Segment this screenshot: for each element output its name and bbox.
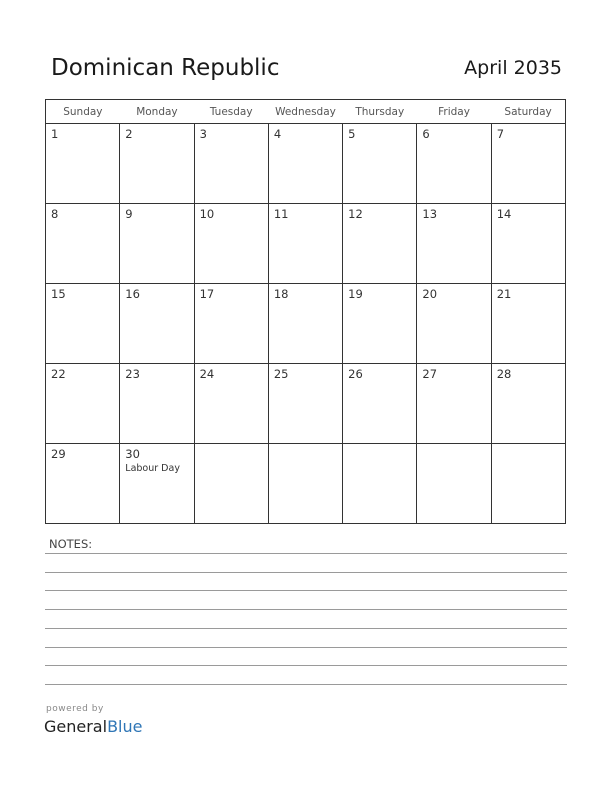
day-cell <box>268 204 342 284</box>
day-cell <box>417 124 491 204</box>
day-number: 29 <box>51 447 66 461</box>
note-line <box>45 572 567 573</box>
day-cell <box>194 364 268 444</box>
day-cell <box>491 444 565 524</box>
day-cell <box>491 364 565 444</box>
day-number: 18 <box>273 287 289 301</box>
holiday-label: Labour Day <box>125 463 180 474</box>
weekday-sunday: Sunday <box>46 100 120 124</box>
day-cell <box>120 364 194 444</box>
day-cell <box>417 284 491 364</box>
day-number: 19 <box>348 287 363 301</box>
day-number: 15 <box>51 287 66 301</box>
note-line <box>45 665 567 666</box>
day-number: 21 <box>496 287 512 301</box>
day-number: 2 <box>125 127 133 141</box>
day-number: 13 <box>422 207 438 221</box>
day-number: 7 <box>496 127 505 141</box>
day-cell <box>46 444 120 524</box>
note-line <box>45 684 567 685</box>
day-number: 14 <box>496 207 512 221</box>
week-row <box>46 284 566 364</box>
week-row <box>46 204 566 284</box>
day-number: 30 <box>125 447 140 461</box>
powered-by-text: powered by <box>46 704 104 714</box>
day-number: 6 <box>422 127 430 141</box>
weekday-tuesday: Tuesday <box>194 100 268 124</box>
country-title: Dominican Republic <box>51 55 280 81</box>
day-cell <box>491 204 565 284</box>
day-cell <box>46 284 120 364</box>
day-cell <box>417 364 491 444</box>
day-cell <box>268 124 342 204</box>
notes-label: NOTES: <box>49 537 93 551</box>
note-line <box>45 609 567 610</box>
day-number: 17 <box>199 287 215 301</box>
day-cell <box>194 444 268 524</box>
day-cell <box>268 444 342 524</box>
generalblue-logo <box>44 717 142 736</box>
day-number: 20 <box>422 287 438 301</box>
day-cell <box>46 204 120 284</box>
day-number: 22 <box>51 367 66 381</box>
day-cell <box>343 284 417 364</box>
weekday-friday: Friday <box>417 100 491 124</box>
week-row <box>46 124 566 204</box>
day-number: 26 <box>348 367 363 381</box>
day-cell <box>120 124 194 204</box>
day-number: 3 <box>199 127 207 141</box>
day-cell <box>120 284 194 364</box>
day-cell <box>194 204 268 284</box>
day-cell <box>343 364 417 444</box>
day-number: 16 <box>125 287 140 301</box>
weekday-monday: Monday <box>120 100 194 124</box>
day-cell <box>194 124 268 204</box>
calendar-grid <box>45 99 566 524</box>
note-line <box>45 647 567 648</box>
day-number: 12 <box>348 207 363 221</box>
day-cell <box>491 124 565 204</box>
day-number: 8 <box>51 207 59 221</box>
weekday-header-row <box>46 100 566 124</box>
day-cell <box>343 444 417 524</box>
brand-blue: Blue <box>107 717 143 736</box>
day-cell <box>194 284 268 364</box>
day-number: 24 <box>199 367 215 381</box>
day-number: 5 <box>348 127 356 141</box>
day-number: 28 <box>496 367 512 381</box>
day-cell <box>417 204 491 284</box>
note-line <box>45 590 567 591</box>
day-number: 23 <box>125 367 140 381</box>
day-cell <box>417 444 491 524</box>
day-cell <box>268 364 342 444</box>
note-line <box>45 553 567 554</box>
day-cell <box>46 124 120 204</box>
day-number: 1 <box>51 127 59 141</box>
brand-general: General <box>44 717 108 736</box>
day-cell <box>343 124 417 204</box>
weekday-saturday: Saturday <box>491 100 565 124</box>
day-number: 27 <box>422 367 438 381</box>
day-number: 9 <box>125 207 133 221</box>
day-number: 25 <box>273 367 289 381</box>
note-line <box>45 628 567 629</box>
day-number: 10 <box>199 207 215 221</box>
day-cell <box>46 364 120 444</box>
day-cell <box>343 204 417 284</box>
day-number: 11 <box>273 207 289 221</box>
weekday-thursday: Thursday <box>343 100 417 124</box>
day-cell <box>120 204 194 284</box>
month-title: April 2035 <box>464 57 562 79</box>
week-row <box>46 364 566 444</box>
day-cell <box>491 284 565 364</box>
day-number: 4 <box>273 127 282 141</box>
weekday-wednesday: Wednesday <box>268 100 342 124</box>
day-cell <box>268 284 342 364</box>
day-cell <box>120 444 194 524</box>
week-row <box>46 444 566 524</box>
